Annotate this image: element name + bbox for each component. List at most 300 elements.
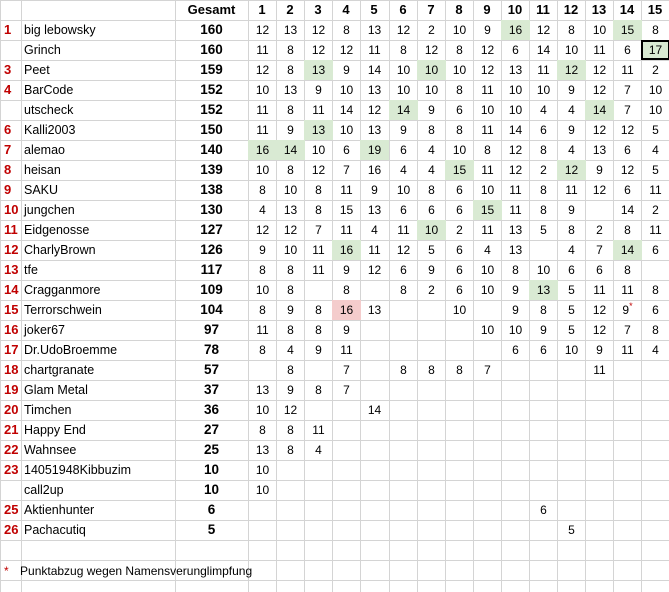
score-cell[interactable] [473, 480, 502, 500]
score-cell[interactable]: 2 [652, 63, 659, 77]
score-cell[interactable]: 7 [624, 83, 631, 97]
score-cell[interactable]: 11 [340, 343, 353, 357]
score-cell[interactable]: 10 [452, 303, 467, 317]
score-cell[interactable]: 10 [452, 63, 467, 77]
score-cell[interactable]: 7 [343, 383, 350, 397]
score-cell[interactable] [641, 360, 669, 380]
score-cell[interactable]: 11 [397, 223, 410, 237]
score-cell[interactable] [529, 460, 558, 480]
score-cell[interactable] [641, 500, 669, 520]
score-cell[interactable]: 7 [484, 363, 491, 377]
score-cell[interactable]: 10 [311, 143, 326, 157]
score-cell[interactable]: 12 [283, 403, 298, 417]
score-cell[interactable]: 13 [367, 83, 382, 97]
score-cell[interactable] [389, 420, 418, 440]
score-cell[interactable]: 8 [428, 183, 435, 197]
score-cell[interactable] [613, 440, 642, 460]
score-cell[interactable]: 11 [565, 183, 578, 197]
score-cell[interactable]: 15 [473, 200, 502, 220]
score-cell[interactable]: 8 [512, 263, 519, 277]
score-cell[interactable]: 8 [400, 43, 407, 57]
score-cell[interactable]: 6 [652, 303, 659, 317]
score-cell[interactable]: 6 [540, 503, 547, 517]
score-cell[interactable]: 12 [592, 303, 607, 317]
score-cell[interactable]: 11 [481, 223, 494, 237]
score-cell[interactable]: 15 [339, 203, 354, 217]
score-cell[interactable] [360, 320, 389, 340]
score-cell[interactable]: 4 [315, 443, 322, 457]
score-cell[interactable]: 7 [343, 363, 350, 377]
score-cell[interactable]: 16 [332, 240, 361, 260]
score-cell[interactable]: 11 [312, 243, 325, 257]
score-cell[interactable] [557, 420, 586, 440]
score-cell[interactable] [641, 460, 669, 480]
score-cell[interactable]: 12 [557, 160, 586, 180]
score-cell[interactable]: 9 [343, 323, 350, 337]
score-cell[interactable]: 12 [311, 43, 326, 57]
player-name[interactable]: jungchen [24, 203, 75, 217]
score-cell[interactable]: 6 [456, 263, 463, 277]
score-cell[interactable] [585, 200, 614, 220]
score-cell[interactable]: 4 [428, 143, 435, 157]
score-cell[interactable]: 6 [512, 343, 519, 357]
player-name[interactable]: utscheck [24, 103, 74, 117]
player-name[interactable]: Pachacutiq [24, 523, 86, 537]
score-cell[interactable]: 16 [501, 20, 530, 40]
score-cell[interactable]: 8 [287, 363, 294, 377]
score-cell[interactable]: 11 [256, 43, 269, 57]
score-cell[interactable]: 4 [484, 243, 491, 257]
score-cell[interactable]: 10 [508, 323, 523, 337]
score-cell[interactable]: 8 [287, 63, 294, 77]
score-cell[interactable]: 12 [255, 23, 270, 37]
score-cell[interactable]: 11 [312, 423, 325, 437]
score-cell[interactable]: 9 [568, 203, 575, 217]
player-name[interactable]: Kalli2003 [24, 123, 76, 137]
score-cell[interactable]: 8 [287, 323, 294, 337]
score-cell[interactable]: 10 [255, 283, 270, 297]
score-cell[interactable]: 8 [400, 363, 407, 377]
score-cell[interactable]: 19 [360, 140, 389, 160]
score-cell[interactable]: 9 [259, 243, 266, 257]
score-cell[interactable] [332, 500, 361, 520]
score-cell[interactable] [641, 440, 669, 460]
score-cell[interactable] [417, 340, 446, 360]
score-cell[interactable]: 8 [259, 303, 266, 317]
score-cell[interactable] [445, 520, 474, 540]
score-cell[interactable]: 14 [585, 100, 614, 120]
score-cell[interactable]: 10 [396, 183, 411, 197]
score-cell[interactable]: 12 [283, 223, 298, 237]
score-cell[interactable] [641, 420, 669, 440]
score-cell[interactable]: 4 [568, 243, 575, 257]
score-cell[interactable]: 10 [255, 403, 270, 417]
score-cell[interactable]: 14 [389, 100, 418, 120]
score-cell[interactable] [501, 520, 530, 540]
score-cell[interactable]: 11 [593, 283, 606, 297]
score-cell[interactable] [332, 400, 361, 420]
score-cell[interactable] [389, 440, 418, 460]
score-cell[interactable] [417, 380, 446, 400]
score-cell[interactable]: 10 [339, 123, 354, 137]
score-cell[interactable]: 8 [456, 363, 463, 377]
score-cell[interactable]: 12 [424, 43, 439, 57]
score-cell[interactable]: 6 [512, 43, 519, 57]
score-cell[interactable]: 8 [315, 383, 322, 397]
score-cell[interactable] [501, 480, 530, 500]
score-cell[interactable]: 10 [564, 43, 579, 57]
score-cell[interactable] [501, 380, 530, 400]
score-cell[interactable] [473, 340, 502, 360]
score-cell[interactable]: 12 [620, 123, 635, 137]
score-cell[interactable] [585, 400, 614, 420]
score-cell[interactable]: 8 [259, 343, 266, 357]
score-cell[interactable]: 9 [484, 23, 491, 37]
score-cell[interactable]: 12 [592, 323, 607, 337]
score-cell[interactable]: 13 [255, 443, 270, 457]
score-cell[interactable]: 5 [428, 243, 435, 257]
score-cell[interactable]: 8 [287, 43, 294, 57]
score-cell[interactable]: 6 [624, 43, 631, 57]
score-cell[interactable]: 11 [621, 283, 634, 297]
score-cell[interactable]: 9 [596, 163, 603, 177]
score-cell[interactable]: 11 [509, 183, 522, 197]
score-cell[interactable] [417, 300, 446, 320]
score-cell[interactable]: 10 [480, 323, 495, 337]
score-cell[interactable]: 6 [400, 263, 407, 277]
score-cell[interactable]: 8 [624, 263, 631, 277]
score-cell[interactable]: 13 [367, 23, 382, 37]
score-cell[interactable]: 6 [652, 243, 659, 257]
score-cell[interactable]: 8 [456, 83, 463, 97]
score-cell[interactable]: 11 [593, 43, 606, 57]
score-cell[interactable]: 9 [315, 343, 322, 357]
score-cell[interactable]: 8 [400, 283, 407, 297]
score-cell[interactable] [585, 520, 614, 540]
score-cell[interactable] [585, 480, 614, 500]
score-cell[interactable] [501, 420, 530, 440]
score-cell[interactable] [529, 440, 558, 460]
score-cell[interactable]: 11 [621, 343, 634, 357]
score-cell[interactable]: 10 [452, 143, 467, 157]
score-cell[interactable]: 6 [624, 143, 631, 157]
score-cell[interactable]: 10 [480, 183, 495, 197]
score-cell[interactable]: 8 [259, 183, 266, 197]
score-cell[interactable] [248, 520, 277, 540]
score-cell[interactable]: 4 [400, 163, 407, 177]
score-cell[interactable]: 4 [371, 223, 378, 237]
score-cell[interactable]: 11 [368, 243, 381, 257]
score-cell[interactable] [276, 480, 305, 500]
score-cell[interactable] [417, 420, 446, 440]
score-cell[interactable]: 15 [613, 20, 642, 40]
score-cell[interactable]: 15 [445, 160, 474, 180]
score-cell[interactable]: 10 [480, 283, 495, 297]
score-cell[interactable]: 12 [557, 60, 586, 80]
score-cell[interactable]: 8 [456, 123, 463, 137]
player-name[interactable]: Wahnsee [24, 443, 77, 457]
score-cell[interactable] [276, 520, 305, 540]
score-cell[interactable]: 8 [484, 143, 491, 157]
score-cell[interactable] [473, 500, 502, 520]
score-cell[interactable]: 4 [287, 343, 294, 357]
score-cell[interactable]: 10 [255, 83, 270, 97]
score-cell[interactable] [304, 520, 333, 540]
score-cell[interactable]: 14 [620, 203, 635, 217]
score-cell[interactable]: 8 [540, 143, 547, 157]
score-cell[interactable] [389, 480, 418, 500]
score-cell[interactable]: 8 [343, 283, 350, 297]
score-cell[interactable]: 9 [568, 123, 575, 137]
score-cell[interactable]: 8 [652, 23, 659, 37]
score-cell[interactable] [332, 480, 361, 500]
score-cell[interactable] [360, 480, 389, 500]
score-cell[interactable]: 6 [400, 203, 407, 217]
score-cell[interactable] [360, 420, 389, 440]
score-cell[interactable]: 6 [400, 143, 407, 157]
score-cell[interactable]: 6 [624, 183, 631, 197]
score-cell[interactable]: 7 [596, 243, 603, 257]
score-cell[interactable] [445, 420, 474, 440]
score-cell[interactable] [276, 500, 305, 520]
score-cell[interactable]: 10 [417, 60, 446, 80]
score-cell[interactable] [473, 460, 502, 480]
score-cell[interactable]: 13 [508, 63, 523, 77]
score-cell[interactable] [641, 260, 669, 280]
score-cell[interactable]: 13 [304, 120, 333, 140]
score-cell[interactable] [501, 500, 530, 520]
score-cell[interactable]: 10 [255, 483, 270, 497]
score-cell[interactable]: 10 [564, 343, 579, 357]
score-cell[interactable]: 10 [480, 103, 495, 117]
score-cell[interactable]: 12 [592, 83, 607, 97]
score-cell[interactable] [501, 460, 530, 480]
score-cell[interactable]: 8 [287, 103, 294, 117]
score-cell[interactable]: 11 [481, 163, 494, 177]
score-cell[interactable]: 7 [624, 323, 631, 337]
score-cell[interactable]: 13 [255, 383, 270, 397]
score-cell[interactable] [360, 520, 389, 540]
score-cell[interactable] [445, 500, 474, 520]
score-cell[interactable]: 5 [568, 303, 575, 317]
score-cell[interactable] [389, 380, 418, 400]
score-cell[interactable]: 11 [368, 43, 381, 57]
score-cell[interactable] [613, 460, 642, 480]
player-name[interactable]: Dr.UdoBroemme [24, 343, 118, 357]
score-cell[interactable]: 11 [340, 183, 353, 197]
score-cell[interactable]: 4 [652, 143, 659, 157]
score-cell[interactable]: 10 [536, 83, 551, 97]
score-cell[interactable] [529, 360, 558, 380]
score-cell[interactable]: 12 [592, 123, 607, 137]
score-cell[interactable] [389, 320, 418, 340]
score-cell[interactable]: 4 [428, 163, 435, 177]
score-cell[interactable] [445, 480, 474, 500]
score-cell[interactable]: 8 [540, 303, 547, 317]
score-cell[interactable] [445, 460, 474, 480]
score-cell[interactable]: 16 [367, 163, 382, 177]
score-cell[interactable]: 14 [276, 140, 305, 160]
score-cell[interactable] [389, 340, 418, 360]
score-cell[interactable]: 12 [339, 43, 354, 57]
score-cell[interactable] [445, 380, 474, 400]
score-cell[interactable]: 10 [255, 163, 270, 177]
score-cell[interactable] [360, 440, 389, 460]
score-cell[interactable]: 2 [596, 223, 603, 237]
score-cell[interactable] [557, 400, 586, 420]
score-cell[interactable] [417, 500, 446, 520]
score-cell[interactable]: 6 [456, 203, 463, 217]
score-cell[interactable] [585, 440, 614, 460]
score-cell[interactable] [276, 460, 305, 480]
score-cell[interactable]: 11 [312, 103, 325, 117]
player-name[interactable]: Aktienhunter [24, 503, 95, 517]
score-cell[interactable]: 9 [371, 183, 378, 197]
score-cell[interactable]: 9 [343, 63, 350, 77]
player-name[interactable]: CharlyBrown [24, 243, 96, 257]
score-cell[interactable]: 10 [508, 103, 523, 117]
score-cell[interactable]: 6 [596, 263, 603, 277]
score-cell[interactable]: 8 [568, 23, 575, 37]
score-cell[interactable]: 10 [508, 83, 523, 97]
score-cell[interactable]: 12 [367, 103, 382, 117]
player-name[interactable]: Glam Metal [24, 383, 88, 397]
score-cell[interactable]: 5 [568, 323, 575, 337]
player-name[interactable]: call2up [24, 483, 64, 497]
score-cell[interactable]: 8 [343, 23, 350, 37]
score-cell[interactable]: 4 [652, 343, 659, 357]
player-name[interactable]: big lebowsky [24, 23, 96, 37]
score-cell[interactable]: 8 [315, 183, 322, 197]
score-cell[interactable]: 10 [396, 83, 411, 97]
score-cell[interactable]: 2 [652, 203, 659, 217]
score-cell[interactable]: 14 [536, 43, 551, 57]
score-cell[interactable] [360, 280, 389, 300]
score-cell[interactable] [445, 440, 474, 460]
score-cell[interactable]: 9 [428, 103, 435, 117]
score-cell[interactable]: 12 [396, 23, 411, 37]
score-cell[interactable]: 13 [508, 223, 523, 237]
score-cell[interactable]: 11 [649, 223, 662, 237]
score-cell[interactable]: 8 [287, 283, 294, 297]
score-cell[interactable] [473, 520, 502, 540]
score-cell[interactable]: 11 [256, 323, 269, 337]
score-cell[interactable]: 10 [283, 183, 298, 197]
score-cell[interactable] [445, 320, 474, 340]
score-cell[interactable]: 8 [315, 203, 322, 217]
score-cell[interactable]: 13 [304, 60, 333, 80]
score-cell[interactable] [332, 460, 361, 480]
score-cell[interactable]: 9 [512, 283, 519, 297]
player-name[interactable]: chartgranate [24, 363, 95, 377]
score-cell[interactable]: 9 [400, 123, 407, 137]
score-cell[interactable]: 13 [529, 280, 558, 300]
score-cell[interactable] [304, 500, 333, 520]
player-name[interactable]: Eidgenosse [24, 223, 90, 237]
score-cell[interactable]: 16 [248, 140, 277, 160]
player-name[interactable]: Grinch [24, 43, 61, 57]
score-cell[interactable]: 12 [508, 143, 523, 157]
score-cell[interactable] [304, 480, 333, 500]
score-cell[interactable] [529, 400, 558, 420]
score-cell[interactable]: 14 [339, 103, 354, 117]
score-cell[interactable] [445, 340, 474, 360]
score-cell[interactable] [332, 420, 361, 440]
score-cell[interactable] [360, 360, 389, 380]
score-cell[interactable] [529, 480, 558, 500]
score-cell[interactable] [332, 520, 361, 540]
score-cell[interactable] [641, 520, 669, 540]
score-cell[interactable] [360, 460, 389, 480]
score-cell[interactable] [417, 320, 446, 340]
score-cell[interactable] [332, 440, 361, 460]
score-cell[interactable]: 10 [417, 220, 446, 240]
score-cell[interactable]: 6 [456, 103, 463, 117]
score-cell[interactable]: 10 [536, 263, 551, 277]
score-cell[interactable]: 6 [568, 263, 575, 277]
score-cell[interactable] [304, 280, 333, 300]
score-cell[interactable]: 9 [287, 303, 294, 317]
score-cell[interactable]: 11 [621, 63, 634, 77]
score-cell[interactable]: 2 [428, 283, 435, 297]
score-cell[interactable]: 10 [648, 103, 663, 117]
score-cell[interactable]: 8 [568, 223, 575, 237]
player-name[interactable]: joker67 [24, 323, 65, 337]
score-cell[interactable]: 11 [481, 83, 494, 97]
score-cell[interactable]: 13 [508, 243, 523, 257]
score-cell[interactable] [557, 460, 586, 480]
score-cell[interactable]: 12 [255, 63, 270, 77]
score-cell[interactable] [445, 400, 474, 420]
score-cell[interactable]: 14 [613, 240, 642, 260]
score-cell[interactable]: 5 [568, 523, 575, 537]
score-cell[interactable] [417, 460, 446, 480]
score-cell[interactable] [389, 300, 418, 320]
score-cell[interactable] [360, 500, 389, 520]
score-cell[interactable] [473, 440, 502, 460]
score-cell[interactable]: 16 [332, 300, 361, 320]
score-cell[interactable]: 8 [259, 423, 266, 437]
score-cell[interactable]: 8 [287, 163, 294, 177]
player-name[interactable]: SAKU [24, 183, 59, 197]
score-cell[interactable]: 9 [512, 303, 519, 317]
score-cell[interactable] [613, 500, 642, 520]
player-name[interactable]: 14051948Kibbuzim [24, 463, 132, 477]
score-cell[interactable]: 8 [287, 423, 294, 437]
score-cell[interactable]: 13 [367, 203, 382, 217]
score-cell[interactable] [613, 520, 642, 540]
score-cell[interactable]: 2 [428, 23, 435, 37]
score-cell[interactable]: 9 [568, 83, 575, 97]
score-cell[interactable]: 11 [593, 363, 606, 377]
score-cell[interactable]: 8 [652, 323, 659, 337]
player-name[interactable]: Timchen [24, 403, 72, 417]
score-cell[interactable]: 10 [396, 63, 411, 77]
score-cell[interactable] [389, 400, 418, 420]
player-name[interactable]: tfe [24, 263, 38, 277]
score-cell[interactable]: 12 [508, 163, 523, 177]
score-cell[interactable] [641, 380, 669, 400]
score-cell[interactable] [389, 520, 418, 540]
score-cell[interactable]: 8 [315, 323, 322, 337]
score-cell[interactable] [641, 480, 669, 500]
score-cell[interactable]: 13 [367, 303, 382, 317]
score-cell[interactable] [473, 420, 502, 440]
score-cell[interactable] [641, 400, 669, 420]
score-cell[interactable]: 4 [259, 203, 266, 217]
score-cell[interactable]: 8 [259, 263, 266, 277]
score-cell[interactable]: 6 [456, 283, 463, 297]
